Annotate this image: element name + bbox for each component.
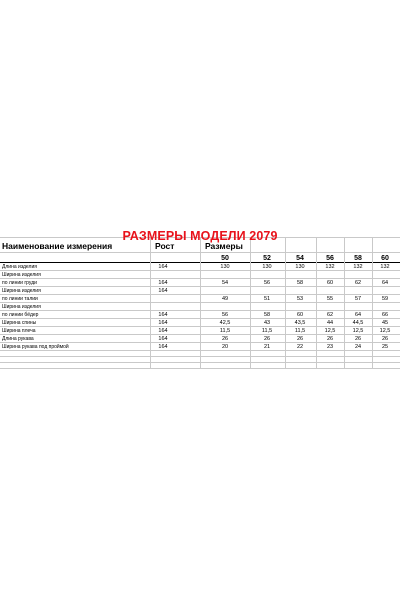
grid-line: [0, 334, 400, 335]
measurement-label: Ширина изделия: [2, 304, 41, 310]
size-value-cell: 62: [354, 280, 362, 286]
size-value-cell: 20: [221, 344, 229, 350]
header-measurement-name: Наименование измерения: [2, 241, 113, 251]
size-value-cell: 11,5: [219, 328, 231, 334]
size-value-cell: 49: [221, 296, 229, 302]
size-value-cell: 130: [295, 264, 305, 270]
measurement-label: по линии бёдер: [2, 312, 39, 318]
height-cell: 164: [158, 336, 168, 342]
height-cell: 164: [158, 288, 168, 294]
size-value-cell: 55: [326, 296, 334, 302]
grid-line: [0, 326, 400, 327]
measurement-label: по линии груди: [2, 280, 37, 286]
size-value-cell: 64: [354, 312, 362, 318]
size-value-cell: 130: [220, 264, 230, 270]
header-sizes: Размеры: [205, 241, 243, 251]
height-cell: 164: [158, 320, 168, 326]
size-value-cell: 59: [381, 296, 389, 302]
size-value-cell: 43: [263, 320, 271, 326]
size-value-cell: 132: [325, 264, 335, 270]
height-cell: 164: [158, 328, 168, 334]
size-value-cell: 66: [381, 312, 389, 318]
size-value-cell: 132: [353, 264, 363, 270]
size-value-cell: 51: [263, 296, 271, 302]
grid-line: [0, 368, 400, 369]
grid-line: [0, 270, 400, 271]
height-cell: 164: [158, 264, 168, 270]
size-value-cell: 26: [221, 336, 229, 342]
height-cell: 164: [158, 312, 168, 318]
size-value-cell: 26: [326, 336, 334, 342]
size-value-cell: 12,5: [379, 328, 391, 334]
grid-line: [0, 342, 400, 343]
grid-line: [0, 278, 400, 279]
size-value-cell: 12,5: [352, 328, 364, 334]
measurement-label: Длина рукава: [2, 336, 34, 342]
size-value-cell: 12,5: [324, 328, 336, 334]
grid-line: [0, 294, 400, 295]
measurement-label: Ширина изделия: [2, 272, 41, 278]
size-value-cell: 64: [381, 280, 389, 286]
size-value-cell: 45: [381, 320, 389, 326]
size-value-cell: 21: [263, 344, 271, 350]
size-value-cell: 26: [354, 336, 362, 342]
size-value-cell: 60: [326, 280, 334, 286]
measurement-label: Ширина изделия: [2, 288, 41, 294]
measurement-label: Ширина плеча: [2, 328, 36, 334]
size-value-cell: 57: [354, 296, 362, 302]
size-value-cell: 11,5: [294, 328, 306, 334]
size-header: 50: [221, 255, 229, 262]
size-header: 54: [296, 255, 304, 262]
size-value-cell: 43,5: [294, 320, 306, 326]
size-value-cell: 58: [263, 312, 271, 318]
size-value-cell: 56: [221, 312, 229, 318]
size-value-cell: 44: [326, 320, 334, 326]
grid-line: [0, 302, 400, 303]
measurement-label: Ширина рукава под проймой: [2, 344, 69, 350]
size-value-cell: 58: [296, 280, 304, 286]
size-value-cell: 56: [263, 280, 271, 286]
size-header: 58: [354, 255, 362, 262]
height-cell: 164: [158, 280, 168, 286]
measurement-label: по линии талии: [2, 296, 38, 302]
measurement-label: Длина изделия: [2, 264, 37, 270]
size-value-cell: 44,5: [352, 320, 364, 326]
size-value-cell: 26: [296, 336, 304, 342]
header-height: Рост: [155, 241, 175, 251]
height-cell: 164: [158, 344, 168, 350]
size-value-cell: 25: [381, 344, 389, 350]
size-value-cell: 26: [263, 336, 271, 342]
grid-line: [0, 286, 400, 287]
size-value-cell: 62: [326, 312, 334, 318]
page-title: РАЗМЕРЫ МОДЕЛИ 2079: [122, 229, 278, 243]
grid-line: [0, 350, 400, 351]
grid-line: [0, 318, 400, 319]
size-value-cell: 24: [354, 344, 362, 350]
grid-line: [0, 310, 400, 311]
measurement-label: Ширина спины: [2, 320, 37, 326]
size-value-cell: 130: [262, 264, 272, 270]
size-value-cell: 132: [380, 264, 390, 270]
size-value-cell: 22: [296, 344, 304, 350]
size-header: 60: [381, 255, 389, 262]
size-header: 52: [263, 255, 271, 262]
size-value-cell: 53: [296, 296, 304, 302]
size-value-cell: 60: [296, 312, 304, 318]
size-value-cell: 26: [381, 336, 389, 342]
size-header: 56: [326, 255, 334, 262]
size-value-cell: 42,5: [219, 320, 231, 326]
size-value-cell: 23: [326, 344, 334, 350]
size-value-cell: 54: [221, 280, 229, 286]
size-value-cell: 11,5: [261, 328, 273, 334]
